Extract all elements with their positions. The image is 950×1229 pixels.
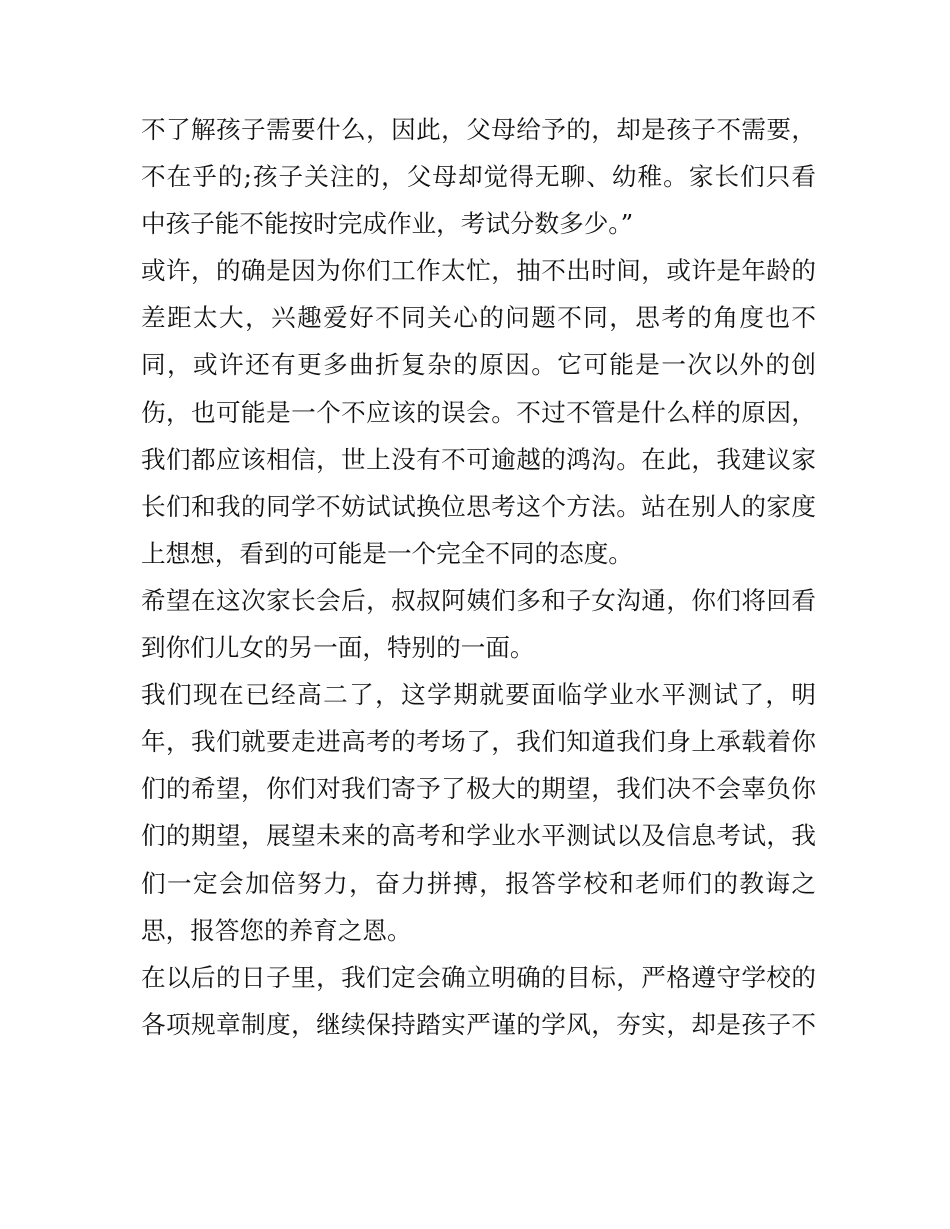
text-line: 长们和我的同学不妨试试换位思考这个方法。站在别人的家度 (141, 491, 816, 521)
text-line: 上想想，看到的可能是一个完全不同的态度。 (141, 538, 633, 568)
text-line: 中孩子能不能按时完成作业，考试分数多少。” (141, 209, 634, 239)
text-line: 或许，的确是因为你们工作太忙，抽不出时间，或许是年龄的 (141, 256, 816, 286)
text-line: 我们现在已经高二了，这学期就要面临学业水平测试了，明 (141, 680, 816, 710)
text-line: 各项规章制度，继续保持踏实严谨的学风，夯实，却是孩子不 (141, 1009, 816, 1039)
text-line: 同，或许还有更多曲折复杂的原因。它可能是一次以外的创 (141, 350, 816, 380)
text-line: 我们都应该相信，世上没有不可逾越的鸿沟。在此，我建议家 (141, 444, 816, 474)
text-line: 伤，也可能是一个不应该的误会。不过不管是什么样的原因， (141, 397, 816, 427)
text-line: 不在乎的;孩子关注的，父母却觉得无聊、幼稚。家长们只看 (141, 162, 816, 192)
text-line: 们的期望，展望未来的高考和学业水平测试以及信息考试，我 (141, 821, 816, 851)
text-line: 不了解孩子需要什么，因此，父母给予的，却是孩子不需要， (141, 115, 816, 144)
text-line: 差距太大，兴趣爱好不同关心的问题不同，思考的角度也不 (141, 303, 816, 333)
text-line: 们一定会加倍努力，奋力拼搏，报答学校和老师们的教诲之 (141, 868, 816, 898)
text-line: 到你们儿女的另一面，特别的一面。 (141, 633, 535, 663)
body-text (141, 106, 816, 1048)
text-line: 在以后的日子里，我们定会确立明确的目标，严格遵守学校的 (141, 962, 816, 992)
text-line: 思，报答您的养育之恩。 (141, 915, 412, 945)
text-line: 们的希望，你们对我们寄予了极大的期望，我们决不会辜负你 (141, 774, 816, 804)
text-line: 年，我们就要走进高考的考场了，我们知道我们身上承载着你 (141, 727, 816, 757)
text-line: 希望在这次家长会后，叔叔阿姨们多和子女沟通，你们将回看 (141, 585, 816, 615)
